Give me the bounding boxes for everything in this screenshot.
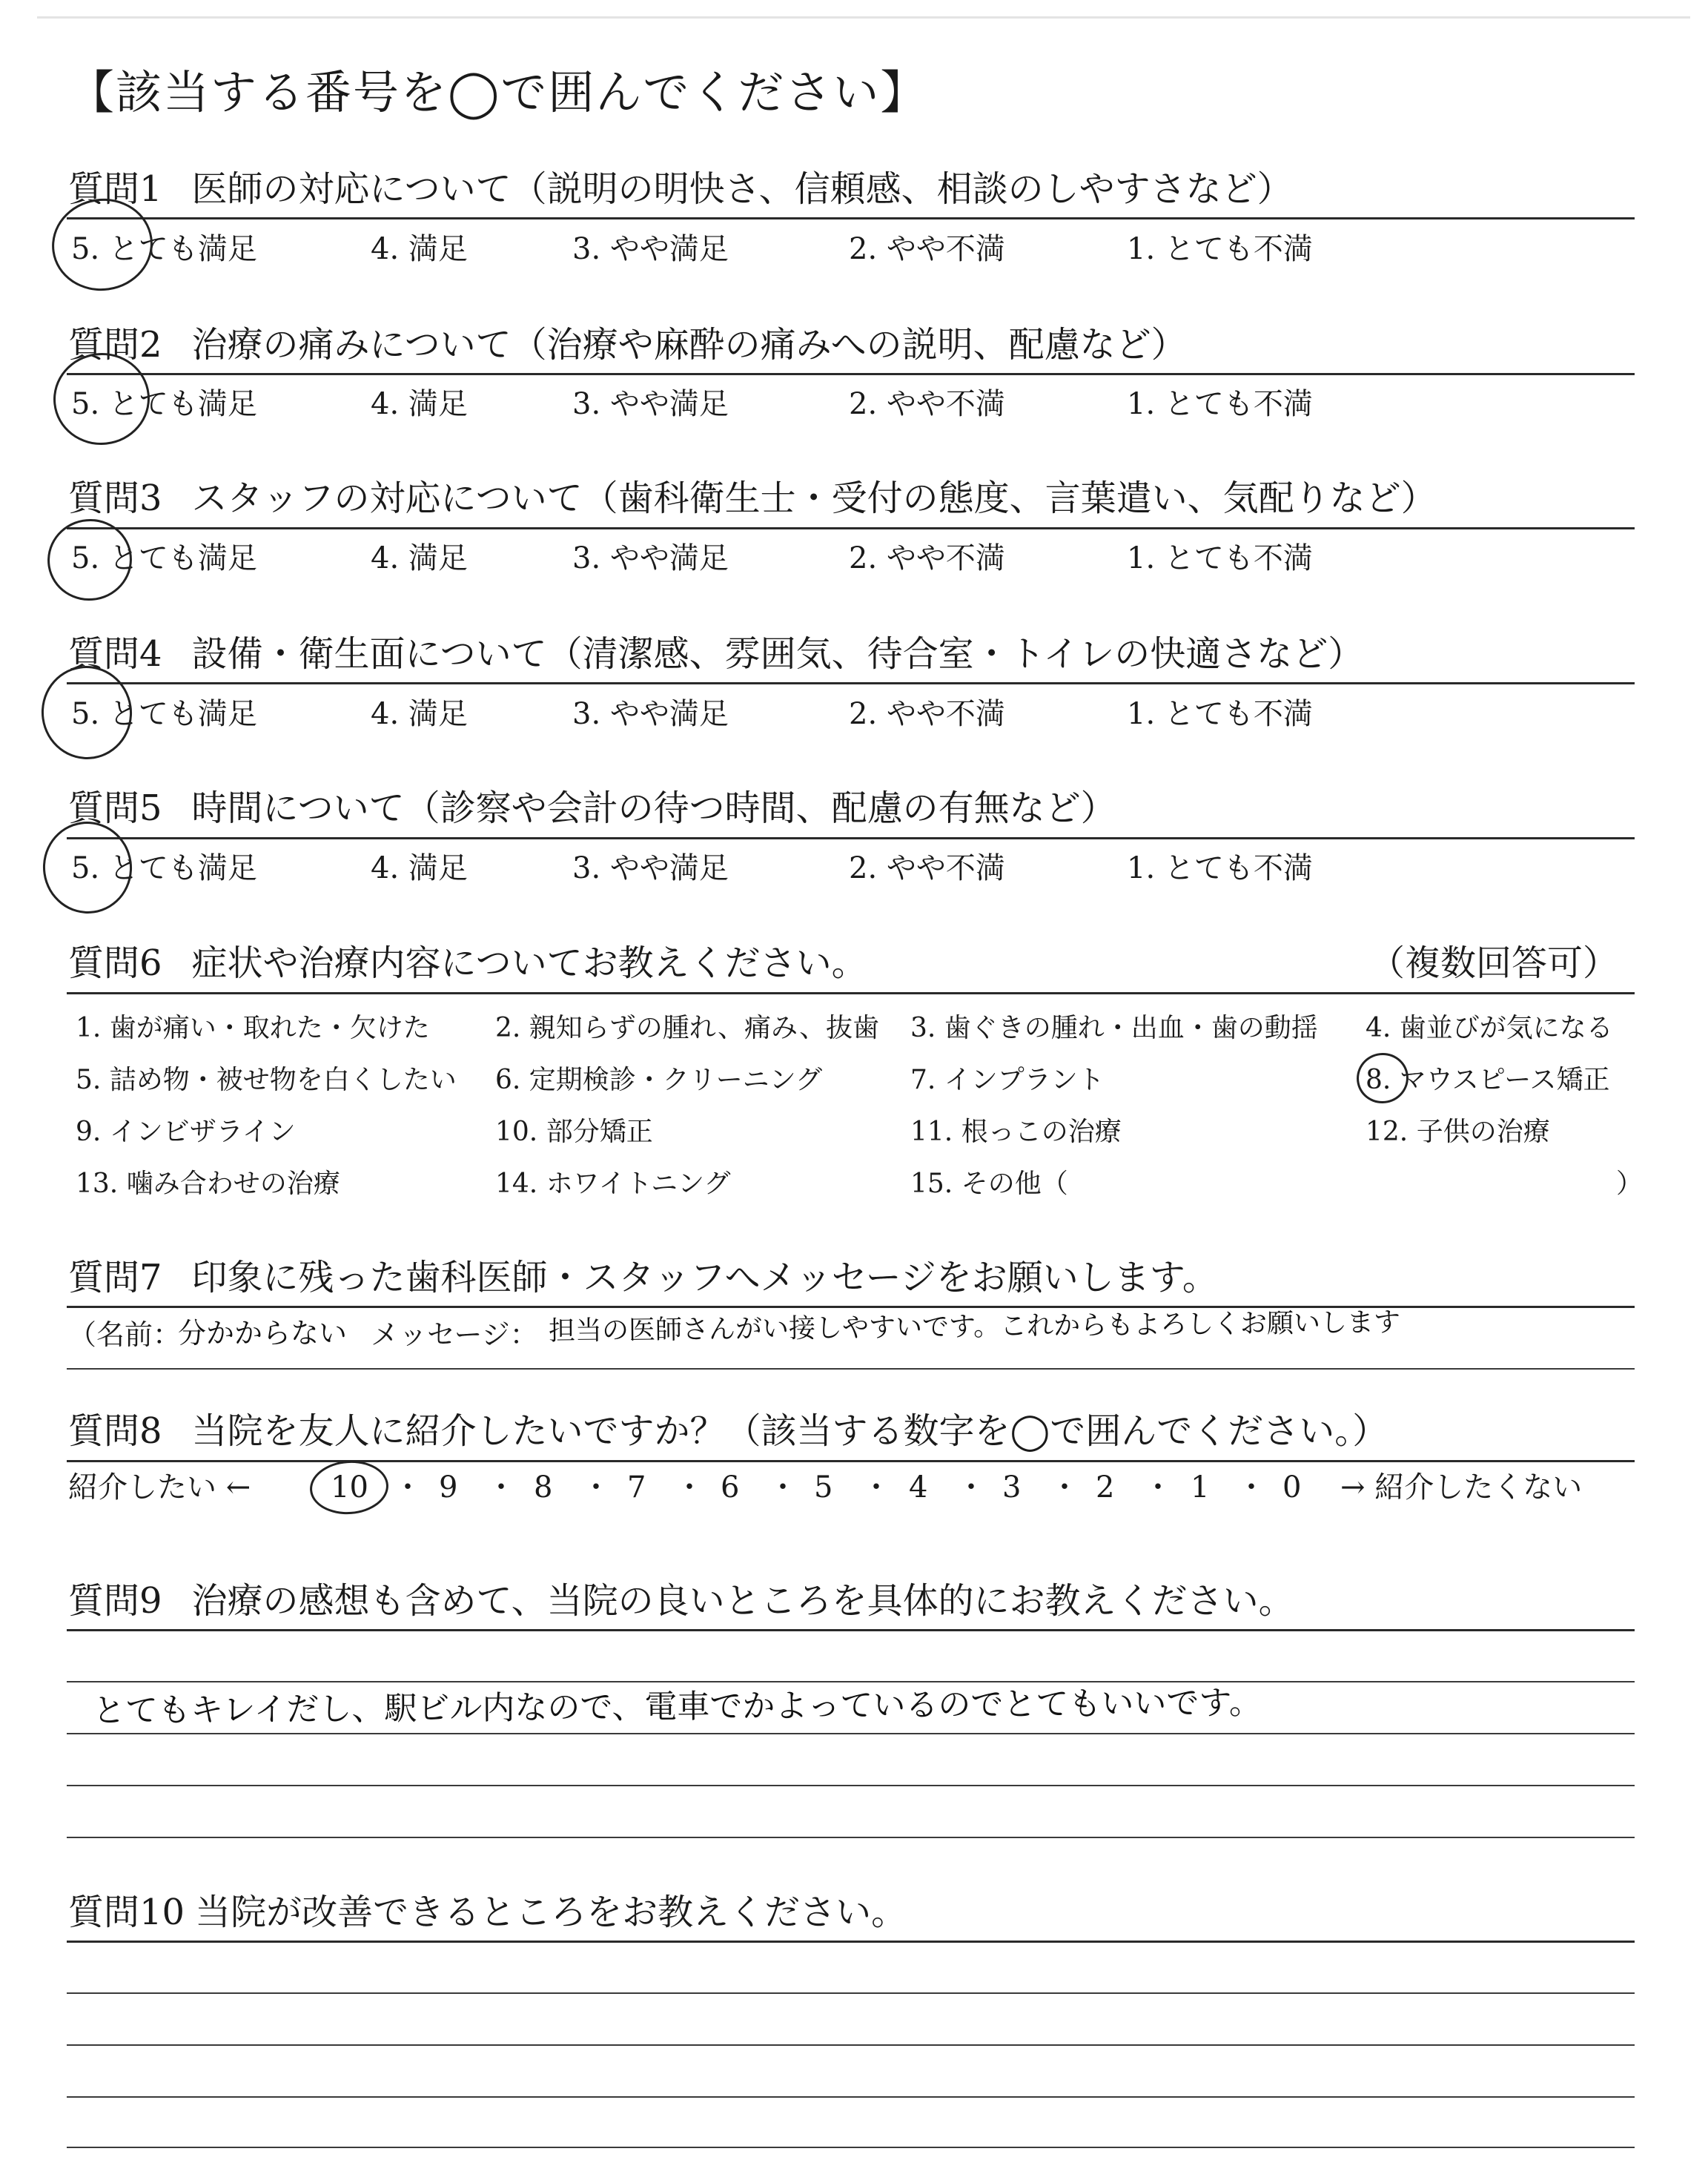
question-8-title (68, 1404, 1388, 1459)
question-number: 質問6 (68, 942, 162, 984)
symptom-item-1[interactable]: 1. 歯が痛い・取れた・欠けた (76, 1013, 430, 1043)
q2-option-4[interactable]: 4. 満足 (371, 387, 468, 421)
instruction-heading: 【該当する番号を◯で囲んでください】 (68, 65, 928, 119)
question-text: 治療の感想も含めて、当院の良いところを具体的にお教えください。 (191, 1580, 1294, 1622)
question-number: 質問9 (68, 1580, 162, 1622)
q1-option-4[interactable]: 4. 満足 (371, 232, 468, 266)
q5-option-2[interactable]: 2. やや不満 (849, 851, 1005, 885)
question-number: 質問10 (68, 1892, 185, 1933)
scan-top-edge (37, 16, 1690, 19)
multiple-answer-note: （複数回答可） (1369, 942, 1619, 984)
scale-sep: ・ (581, 1470, 611, 1505)
q5-option-3[interactable]: 3. やや満足 (572, 851, 729, 885)
question-number: 質問2 (68, 324, 162, 366)
question-text: 時間について（診察や会計の待つ時間、配慮の有無など） (191, 787, 1116, 829)
q4-option-3[interactable]: 3. やや満足 (572, 697, 729, 731)
good-points-answer[interactable]: とてもキレイだし、駅ビル内なので、電車でかよっているのでとてもいいです。 (92, 1683, 1262, 1730)
divider (67, 682, 1635, 684)
question-10-title (68, 1885, 907, 1940)
scale-value-4[interactable]: 4 (909, 1470, 928, 1505)
message-answer[interactable]: 担当の医師さんがい接しやすいです。これからもよろしくお願いします (548, 1307, 1401, 1347)
q1-option-2[interactable]: 2. やや不満 (849, 232, 1005, 266)
question-number: 質問1 (68, 168, 162, 210)
symptom-item-5[interactable]: 5. 詰め物・被せ物を白くしたい (76, 1065, 457, 1095)
scale-sep: ・ (768, 1470, 798, 1505)
symptom-item-8[interactable]: 8. マウスピース矯正 (1366, 1065, 1610, 1095)
question-5-title (68, 781, 1116, 836)
question-number: 質問5 (68, 787, 162, 829)
divider (67, 1629, 1635, 1631)
question-number: 質問3 (68, 478, 162, 519)
question-3-title (68, 471, 1437, 526)
divider (67, 1368, 1635, 1370)
scale-value-5[interactable]: 5 (814, 1470, 833, 1505)
scale-value-6[interactable]: 6 (721, 1470, 740, 1505)
answer-line (67, 1733, 1635, 1734)
question-text: 印象に残った歯科医師・スタッフへメッセージをお願いします。 (191, 1257, 1218, 1298)
scale-sep: ・ (1143, 1470, 1173, 1505)
question-6-title (68, 936, 1619, 991)
symptom-item-9[interactable]: 9. インビザライン (76, 1117, 296, 1147)
recommend-right-label: → 紹介したくない (1340, 1470, 1583, 1505)
answer-line (67, 2044, 1635, 2046)
q5-option-1[interactable]: 1. とても不満 (1127, 851, 1313, 885)
symptom-item-13[interactable]: 13. 噛み合わせの治療 (76, 1169, 340, 1199)
divider (67, 373, 1635, 375)
question-text: 症状や治療内容についてお教えください。 (191, 942, 867, 984)
symptom-item-2[interactable]: 2. 親知らずの腫れ、痛み、抜歯 (495, 1013, 880, 1043)
answer-line (67, 2096, 1635, 2098)
message-label: メッセージ： (371, 1318, 538, 1351)
name-answer[interactable]: 分かからない (178, 1317, 348, 1350)
other-close-paren: ） (1616, 1169, 1644, 1199)
symptom-item-14[interactable]: 14. ホワイトニング (495, 1169, 731, 1199)
q2-option-1[interactable]: 1. とても不満 (1127, 387, 1313, 421)
name-label: （名前： (68, 1318, 182, 1351)
question-1-title (68, 162, 1293, 217)
q3-option-1[interactable]: 1. とても不満 (1127, 541, 1313, 575)
scale-value-7[interactable]: 7 (627, 1470, 646, 1505)
q4-option-2[interactable]: 2. やや不満 (849, 697, 1005, 731)
question-7-title (68, 1250, 1218, 1305)
divider (67, 527, 1635, 529)
scale-sep: ・ (1050, 1470, 1079, 1505)
question-4-title (68, 627, 1363, 681)
scale-value-10[interactable]: 10 (331, 1470, 368, 1505)
q1-option-5[interactable]: 5. とても満足 (71, 232, 257, 266)
q4-option-4[interactable]: 4. 満足 (371, 697, 468, 731)
q5-option-4[interactable]: 4. 満足 (371, 851, 468, 885)
q1-option-3[interactable]: 3. やや満足 (572, 232, 729, 266)
q1-option-1[interactable]: 1. とても不満 (1127, 232, 1313, 266)
symptom-item-7[interactable]: 7. インプラント (910, 1065, 1105, 1095)
divider (67, 217, 1635, 219)
divider (67, 992, 1635, 994)
question-text: 当院を友人に紹介したいですか？（該当する数字を◯で囲んでください。） (191, 1410, 1388, 1452)
q3-option-3[interactable]: 3. やや満足 (572, 541, 729, 575)
q2-option-3[interactable]: 3. やや満足 (572, 387, 729, 421)
answer-line (67, 1837, 1635, 1838)
divider (67, 1941, 1635, 1943)
question-text: 当院が改善できるところをお教えください。 (195, 1892, 907, 1933)
answer-line (67, 2147, 1635, 2148)
symptom-item-6[interactable]: 6. 定期検診・クリーニング (495, 1065, 823, 1095)
question-number: 質問8 (68, 1410, 162, 1452)
divider (67, 1460, 1635, 1462)
scale-value-1[interactable]: 1 (1191, 1470, 1210, 1505)
scale-sep: ・ (1237, 1470, 1266, 1505)
divider (67, 837, 1635, 839)
question-text: スタッフの対応について（歯科衛生士・受付の態度、言葉遣い、気配りなど） (191, 478, 1437, 519)
scale-value-2[interactable]: 2 (1096, 1470, 1115, 1505)
symptom-item-3[interactable]: 3. 歯ぐきの腫れ・出血・歯の動揺 (910, 1013, 1318, 1043)
q4-option-5[interactable]: 5. とても満足 (71, 697, 257, 731)
question-text: 治療の痛みについて（治療や麻酔の痛みへの説明、配慮など） (191, 324, 1187, 366)
q3-option-4[interactable]: 4. 満足 (371, 541, 468, 575)
scale-sep: ・ (486, 1470, 516, 1505)
symptom-item-10[interactable]: 10. 部分矯正 (495, 1117, 653, 1147)
question-9-title (68, 1573, 1294, 1628)
q5-option-5[interactable]: 5. とても満足 (71, 851, 257, 885)
q2-option-5[interactable]: 5. とても満足 (71, 387, 257, 421)
scale-sep: ・ (393, 1470, 423, 1505)
question-text: 設備・衛生面について（清潔感、雰囲気、待合室・トイレの快適さなど） (191, 633, 1364, 675)
symptom-item-4[interactable]: 4. 歯並びが気になる (1366, 1013, 1613, 1043)
scale-sep: ・ (956, 1470, 986, 1505)
q4-option-1[interactable]: 1. とても不満 (1127, 697, 1313, 731)
symptom-item-15[interactable]: 15. その他（ (910, 1169, 1068, 1199)
question-number: 質問4 (68, 633, 162, 675)
question-2-title (68, 317, 1187, 372)
scale-value-8[interactable]: 8 (534, 1470, 553, 1505)
recommend-left-label: 紹介したい ← (68, 1470, 251, 1505)
q3-option-2[interactable]: 2. やや不満 (849, 541, 1005, 575)
question-text: 医師の対応について（説明の明快さ、信頼感、相談のしやすさなど） (191, 168, 1293, 210)
q2-option-2[interactable]: 2. やや不満 (849, 387, 1005, 421)
question-number: 質問7 (68, 1257, 162, 1298)
scale-value-0[interactable]: 0 (1282, 1470, 1302, 1505)
scale-sep: ・ (675, 1470, 704, 1505)
symptom-item-11[interactable]: 11. 根っこの治療 (910, 1117, 1122, 1147)
q3-option-5[interactable]: 5. とても満足 (71, 541, 257, 575)
scale-sep: ・ (861, 1470, 891, 1505)
scale-value-9[interactable]: 9 (439, 1470, 458, 1505)
answer-line (67, 1992, 1635, 1994)
scale-value-3[interactable]: 3 (1002, 1470, 1022, 1505)
answer-line (67, 1785, 1635, 1786)
symptom-item-12[interactable]: 12. 子供の治療 (1366, 1117, 1550, 1147)
